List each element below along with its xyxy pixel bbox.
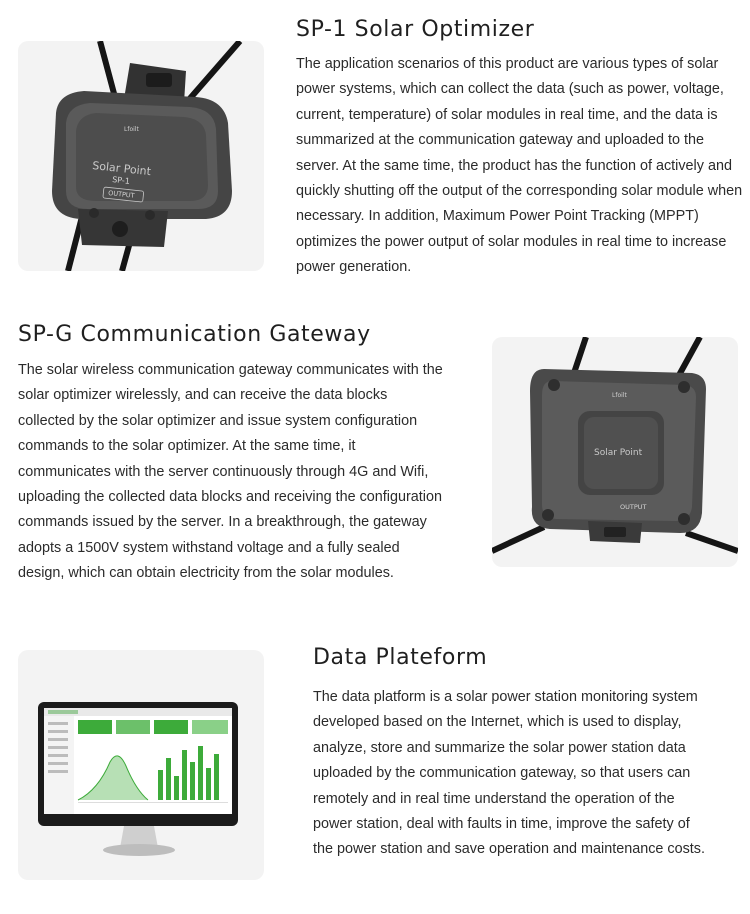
spg-description: The solar wireless communication gateway communicates with the solar optimizer wirelessly, and can receive the data blocks collected by the solar optimizer and issue system configuration commands to the solar optimizer. At the same time, it communicates with the server continuously through 4G and Wifi, uploading the collected data blocks and receiving the configuration commands issued by the server. In a breakthrough, the gateway adopts a 1500V system withstand voltage and a fully sealed design, which can obtain electricity from the solar modules. — [18, 362, 443, 582]
sp1-optimizer-image — [18, 41, 264, 271]
sp1-title: SP-1 Solar Optimizer — [296, 17, 535, 42]
sp1-device-port: OUTPUT — [107, 189, 135, 200]
data-platform-card — [18, 650, 264, 880]
spg-gateway-image — [492, 337, 738, 567]
sp1-device-name: Solar Point — [91, 159, 152, 179]
data-platform-description: The data platform is a solar power station monitoring system developed based on the Internet, which is used to display, analyze, store and summarize the solar power station data uploaded by the communication gateway, so that users can remotely and in real time understand the operation of the power station, deal with faults in time, improve the safety of the power station and save operation and maintenance costs. — [313, 689, 705, 858]
monitor-dashboard-image — [18, 650, 264, 880]
spg-product-card — [492, 337, 738, 567]
data-platform-title: Data Plateform — [313, 645, 488, 670]
spg-device-name: Solar Point — [594, 448, 643, 458]
sp1-device-brand: Lfoilt — [124, 126, 139, 133]
spg-title: SP-G Communication Gateway — [18, 322, 371, 347]
sp1-product-card — [18, 41, 264, 271]
sp1-device-model: SP-1 — [111, 175, 131, 186]
spg-device-brand: Lfoilt — [612, 392, 627, 399]
spg-device-port: OUTPUT — [620, 503, 647, 511]
sp1-description: The application scenarios of this product are various types of solar power systems, which can collect the data (such as power, voltage, current, temperature) of solar modules in real time, and the data is summarized at the communication gateway and uploaded to the server. At the same time, the product has the function of actively and quickly shutting off the output of the corresponding solar module when necessary. In addition, Maximum Power Point Tracking (MPPT) optimizes the power output of solar modules in real time to increase power generation. — [296, 56, 743, 276]
